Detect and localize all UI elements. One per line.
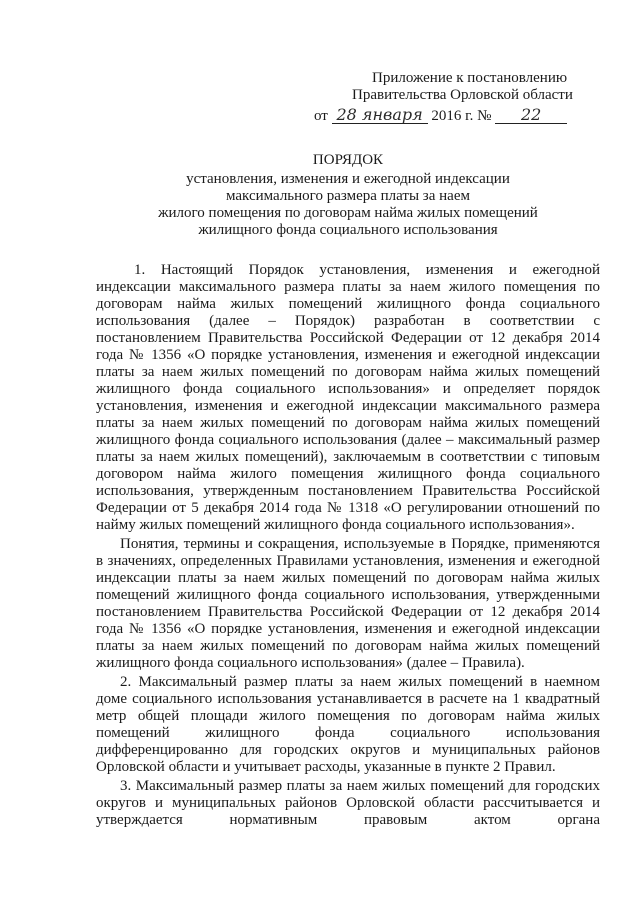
authority-line: Правительства Орловской области [352,87,573,103]
paragraph-2: 2. Максимальный размер платы за наем жилых помещений в наемном доме социального использования устанавливается в расчете на 1 квадратный метр общей площади жилого помещения по договорам найма жилых помещений жилищного фонда социального использования дифференцированно для городских округов и муниципальных районов Орловской области и учитывает расходы, указанные в пункте 2 Правил. [96,674,600,775]
handwritten-date: 28 января [332,106,428,124]
title-line: жилого помещения по договорам найма жилых помещений [158,205,538,221]
paragraph-terms: Понятия, термины и сокращения, используемые в Порядке, применяются в значениях, определенных Правилами установления, изменения и ежегодной индексации платы за наем жилых помещений по договорам найма жилых помещений жилищного фонда социального использования, утвержденными постановлением Правительства Российской Федерации от 12 декабря 2014 года № 1356 «О порядке установления, изменения и ежегодной индексации платы за наем жилых помещений по договорам найма жилых помещений жилищного фонда социального использования» (далее – Правила). [96,536,600,671]
title-line: жилищного фонда социального использования [198,222,498,238]
date-number-line [300,106,600,126]
from-label: от [314,108,328,124]
year-label: 2016 г. № [431,108,492,124]
appendix-header [300,70,600,126]
handwritten-number: 22 [495,106,567,124]
document-body [96,262,600,831]
paragraph-1: 1. Настоящий Порядок установления, изменения и ежегодной индексации максимального размера платы за наем жилого помещения по договорам найма жилых помещений жилищного фонда социального использования (далее – Порядок) разработан в соответствии с постановлением Правительства Российской Федерации от 12 декабря 2014 года № 1356 «О порядке установления, изменения и ежегодной индексации платы за наем жилых помещений по договорам найма жилых помещений жилищного фонда социального использования» и определяет порядок установления, изменения и ежегодной индексации максимального размера платы за наем жилых помещений по договорам найма жилых помещений жилищного фонда социального использования (далее – максимальный размер платы за наем жилых помещений), заключаемым в соответствии с типовым договором найма жилого помещения жилищного фонда социального использования, утвержденным постановлением Правительства Российской Федерации от 5 декабря 2014 года № 1318 «О регулировании отношений по найму жилых помещений жилищного фонда социального использования». [96,262,600,533]
paragraph-3: 3. Максимальный размер платы за наем жилых помещений для городских округов и муниципальных районов Орловской области рассчитывается и утверждается нормативным правовым актом органа [96,778,600,828]
appendix-line: Приложение к постановлению [372,70,568,86]
document-title [96,152,600,239]
title-heading: ПОРЯДОК [312,152,384,168]
title-line: максимального размера платы за наем [226,188,470,204]
title-line: установления, изменения и ежегодной индексации [186,171,510,187]
